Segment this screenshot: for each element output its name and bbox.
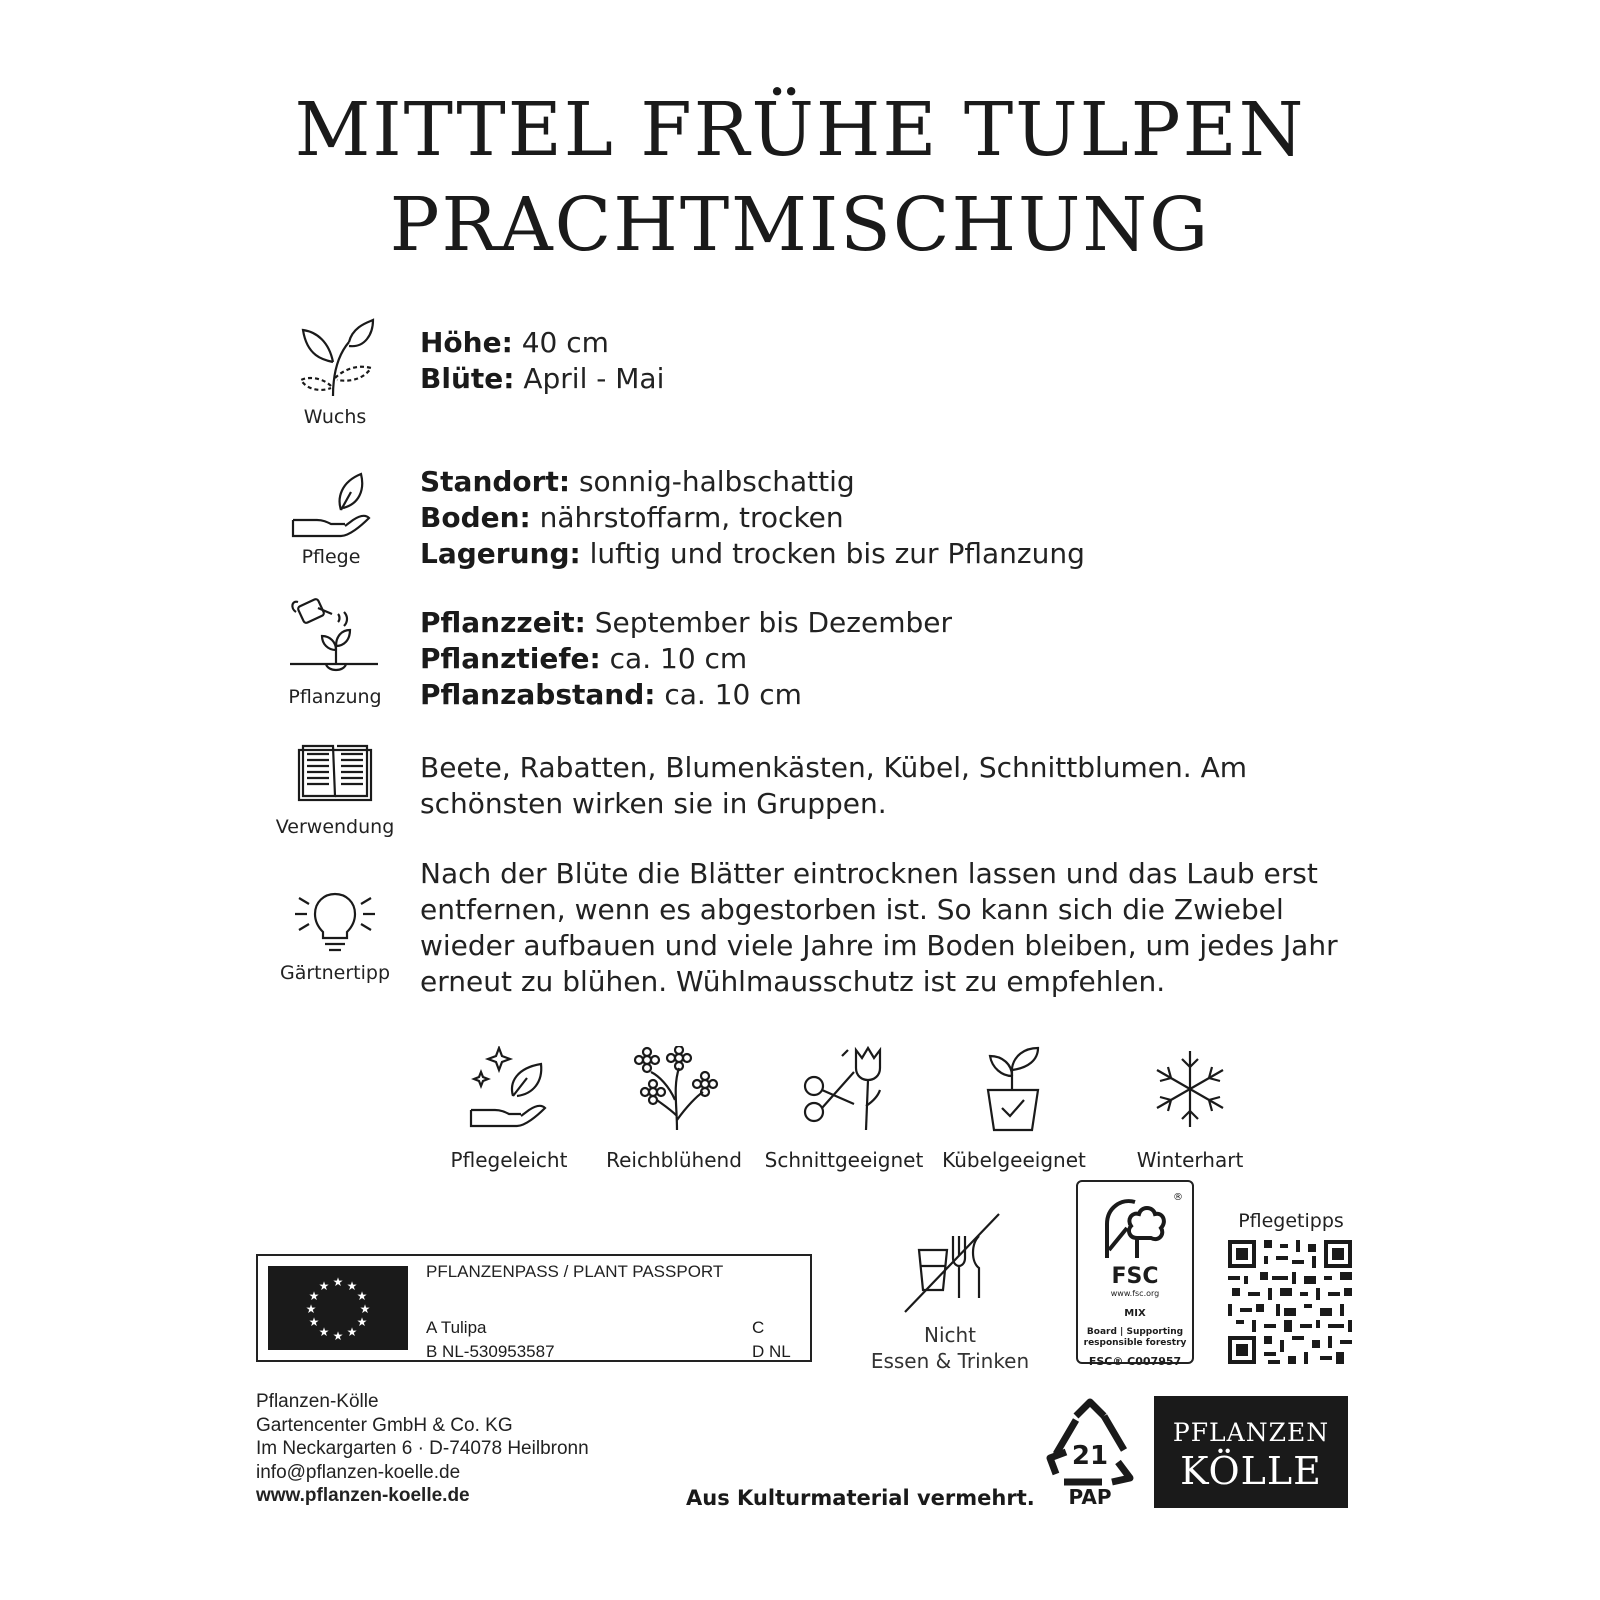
title-line-2: PRACHTMISCHUNG	[389, 182, 1211, 268]
pflege-caption: Pflege	[301, 546, 361, 568]
pflanzzeit-value: September bis Dezember	[585, 606, 952, 639]
wuchs-caption: Wuchs	[303, 406, 367, 428]
svg-text:★: ★	[318, 1325, 330, 1339]
passport-d: D NL	[752, 1342, 791, 1361]
bloom-value: April - Mai	[514, 362, 665, 395]
snowflake-icon	[1152, 1046, 1228, 1132]
not-edible-block	[860, 1210, 1040, 1374]
svg-text:★: ★	[332, 1329, 344, 1343]
logo-line-2: KÖLLE	[1180, 1449, 1322, 1493]
hand-sparkle-icon	[469, 1046, 549, 1132]
pot-plant-icon	[984, 1046, 1044, 1132]
eu-stars-icon	[268, 1266, 408, 1350]
fsc-line-1: Board | Supporting	[1086, 1327, 1184, 1337]
passport-b: B NL-530953587	[426, 1342, 555, 1361]
verwendung-line-1: Beete, Rabatten, Blumenkästen, Kübel, Schnittblumen. Am	[420, 751, 1247, 784]
scissors-tulip-icon	[802, 1046, 886, 1132]
svg-text:★: ★	[308, 1289, 320, 1303]
pflanztiefe-value: ca. 10 cm	[600, 642, 748, 675]
svg-text:★: ★	[332, 1275, 344, 1289]
svg-text:★: ★	[346, 1325, 358, 1339]
flowers-icon	[629, 1046, 719, 1132]
pflege-text	[420, 464, 1085, 572]
fsc-name: FSC	[1111, 1264, 1159, 1289]
pflanzzeit-label: Pflanzzeit:	[420, 606, 586, 639]
fsc-line-2: responsible forestry	[1083, 1338, 1187, 1348]
warning-line-1: Nicht	[923, 1323, 977, 1347]
height-value: 40 cm	[512, 326, 609, 359]
lagerung-value: luftig und trocken bis zur Pflanzung	[580, 537, 1085, 570]
boden-value: nährstoffarm, trocken	[530, 501, 844, 534]
title-line-1: MITTEL FRÜHE TULPEN	[294, 87, 1306, 173]
pflanzung-block	[270, 596, 400, 708]
svg-text:★: ★	[308, 1315, 320, 1329]
book-icon	[297, 742, 373, 802]
standort-label: Standort:	[420, 465, 571, 498]
tipp-line-2: entfernen, wenn es abgestorben ist. So kann sich die Zwiebel	[420, 893, 1284, 926]
feature-label-reichbluehend: Reichblühend	[606, 1148, 742, 1172]
passport-a: A Tulipa	[426, 1318, 487, 1337]
fsc-url: www.fsc.org	[1110, 1289, 1160, 1298]
pflanzung-text	[420, 605, 952, 713]
recycling-symbol	[1040, 1398, 1140, 1512]
bloom-label: Blüte:	[420, 362, 515, 395]
verwendung-caption: Verwendung	[275, 816, 395, 838]
standort-value: sonnig-halbschattig	[570, 465, 855, 498]
logo-line-1: PFLANZEN	[1172, 1418, 1330, 1447]
passport-c: C	[752, 1318, 765, 1337]
pflanzung-caption: Pflanzung	[288, 686, 382, 708]
address-line-2: Gartencenter GmbH & Co. KG	[256, 1414, 513, 1436]
verwendung-text	[420, 750, 1340, 822]
pflege-block	[266, 470, 396, 568]
plant-passport	[256, 1254, 812, 1362]
svg-text:★: ★	[359, 1302, 371, 1316]
svg-text:★: ★	[346, 1279, 358, 1293]
feature-label-kuebelgeeignet: Kübelgeeignet	[942, 1148, 1086, 1172]
email-link[interactable]: info@pflanzen-koelle.de	[256, 1461, 461, 1483]
light-bulb-icon	[293, 886, 377, 952]
qr-label: Pflegetipps	[1238, 1210, 1344, 1232]
pflanzabstand-value: ca. 10 cm	[655, 678, 802, 711]
tipp-line-3: wieder aufbauen und viele Jahre im Boden bleiben, um jedes Jahr	[420, 929, 1338, 962]
fsc-tree-icon	[1087, 1188, 1183, 1262]
feature-reichbluehend	[584, 1046, 764, 1172]
address-line-3: Im Neckargarten 6 · D-74078 Heilbronn	[256, 1438, 589, 1459]
svg-text:★: ★	[356, 1315, 368, 1329]
fsc-logo	[1076, 1180, 1194, 1368]
address-line-1: Pflanzen-Kölle	[256, 1391, 379, 1412]
verwendung-line-2: schönsten wirken sie in Gruppen.	[420, 787, 887, 820]
watering-can-icon	[288, 596, 382, 680]
passport-title: PFLANZENPASS / PLANT PASSPORT	[426, 1262, 724, 1281]
tipp-line-1: Nach der Blüte die Blätter eintrocknen lassen und das Laub erst	[420, 857, 1318, 890]
feature-label-winterhart: Winterhart	[1136, 1148, 1244, 1172]
recycle-code: PAP	[1068, 1485, 1112, 1508]
company-address	[256, 1390, 589, 1508]
svg-text:★: ★	[318, 1279, 330, 1293]
tipp-line-4: erneut zu blühen. Wühlmausschutz ist zu empfehlen.	[420, 965, 1166, 998]
pflanztiefe-label: Pflanztiefe:	[420, 642, 601, 675]
fsc-code: FSC® C007957	[1088, 1355, 1182, 1368]
boden-label: Boden:	[420, 501, 531, 534]
feature-label-schnittgeeignet: Schnittgeeignet	[764, 1148, 924, 1172]
feature-schnittgeeignet	[754, 1046, 934, 1172]
feature-winterhart	[1100, 1046, 1280, 1172]
qr-code[interactable]	[1228, 1240, 1352, 1364]
feature-kuebelgeeignet	[924, 1046, 1104, 1172]
fsc-registered: ®	[1173, 1192, 1183, 1203]
pflanzabstand-label: Pflanzabstand:	[420, 678, 656, 711]
feature-label-pflegeleicht: Pflegeleicht	[450, 1148, 568, 1172]
gaertnertipp-text	[420, 856, 1340, 1000]
hand-leaf-icon	[289, 470, 373, 540]
warning-line-2: Essen & Trinken	[870, 1349, 1030, 1373]
gaertnertipp-caption: Gärtnertipp	[279, 962, 391, 984]
svg-text:★: ★	[356, 1289, 368, 1303]
verwendung-block	[270, 742, 400, 838]
kultur-note: Aus Kulturmaterial vermehrt.	[686, 1486, 1035, 1510]
pflanzen-koelle-logo	[1154, 1396, 1348, 1508]
recycle-number: 21	[1071, 1441, 1109, 1471]
height-label: Höhe:	[420, 326, 513, 359]
eu-flag-icon	[268, 1266, 408, 1350]
wuchs-block	[270, 316, 400, 428]
plant-growth-icon	[293, 316, 377, 400]
gaertnertipp-block	[270, 886, 400, 984]
fsc-type: MIX	[1124, 1308, 1146, 1319]
svg-text:★: ★	[305, 1302, 317, 1316]
website-link[interactable]: www.pflanzen-koelle.de	[256, 1485, 470, 1506]
lagerung-label: Lagerung:	[420, 537, 581, 570]
no-food-icon	[895, 1210, 1005, 1318]
feature-pflegeleicht	[419, 1046, 599, 1172]
recycle-icon	[1042, 1398, 1138, 1508]
wuchs-text	[420, 325, 664, 397]
